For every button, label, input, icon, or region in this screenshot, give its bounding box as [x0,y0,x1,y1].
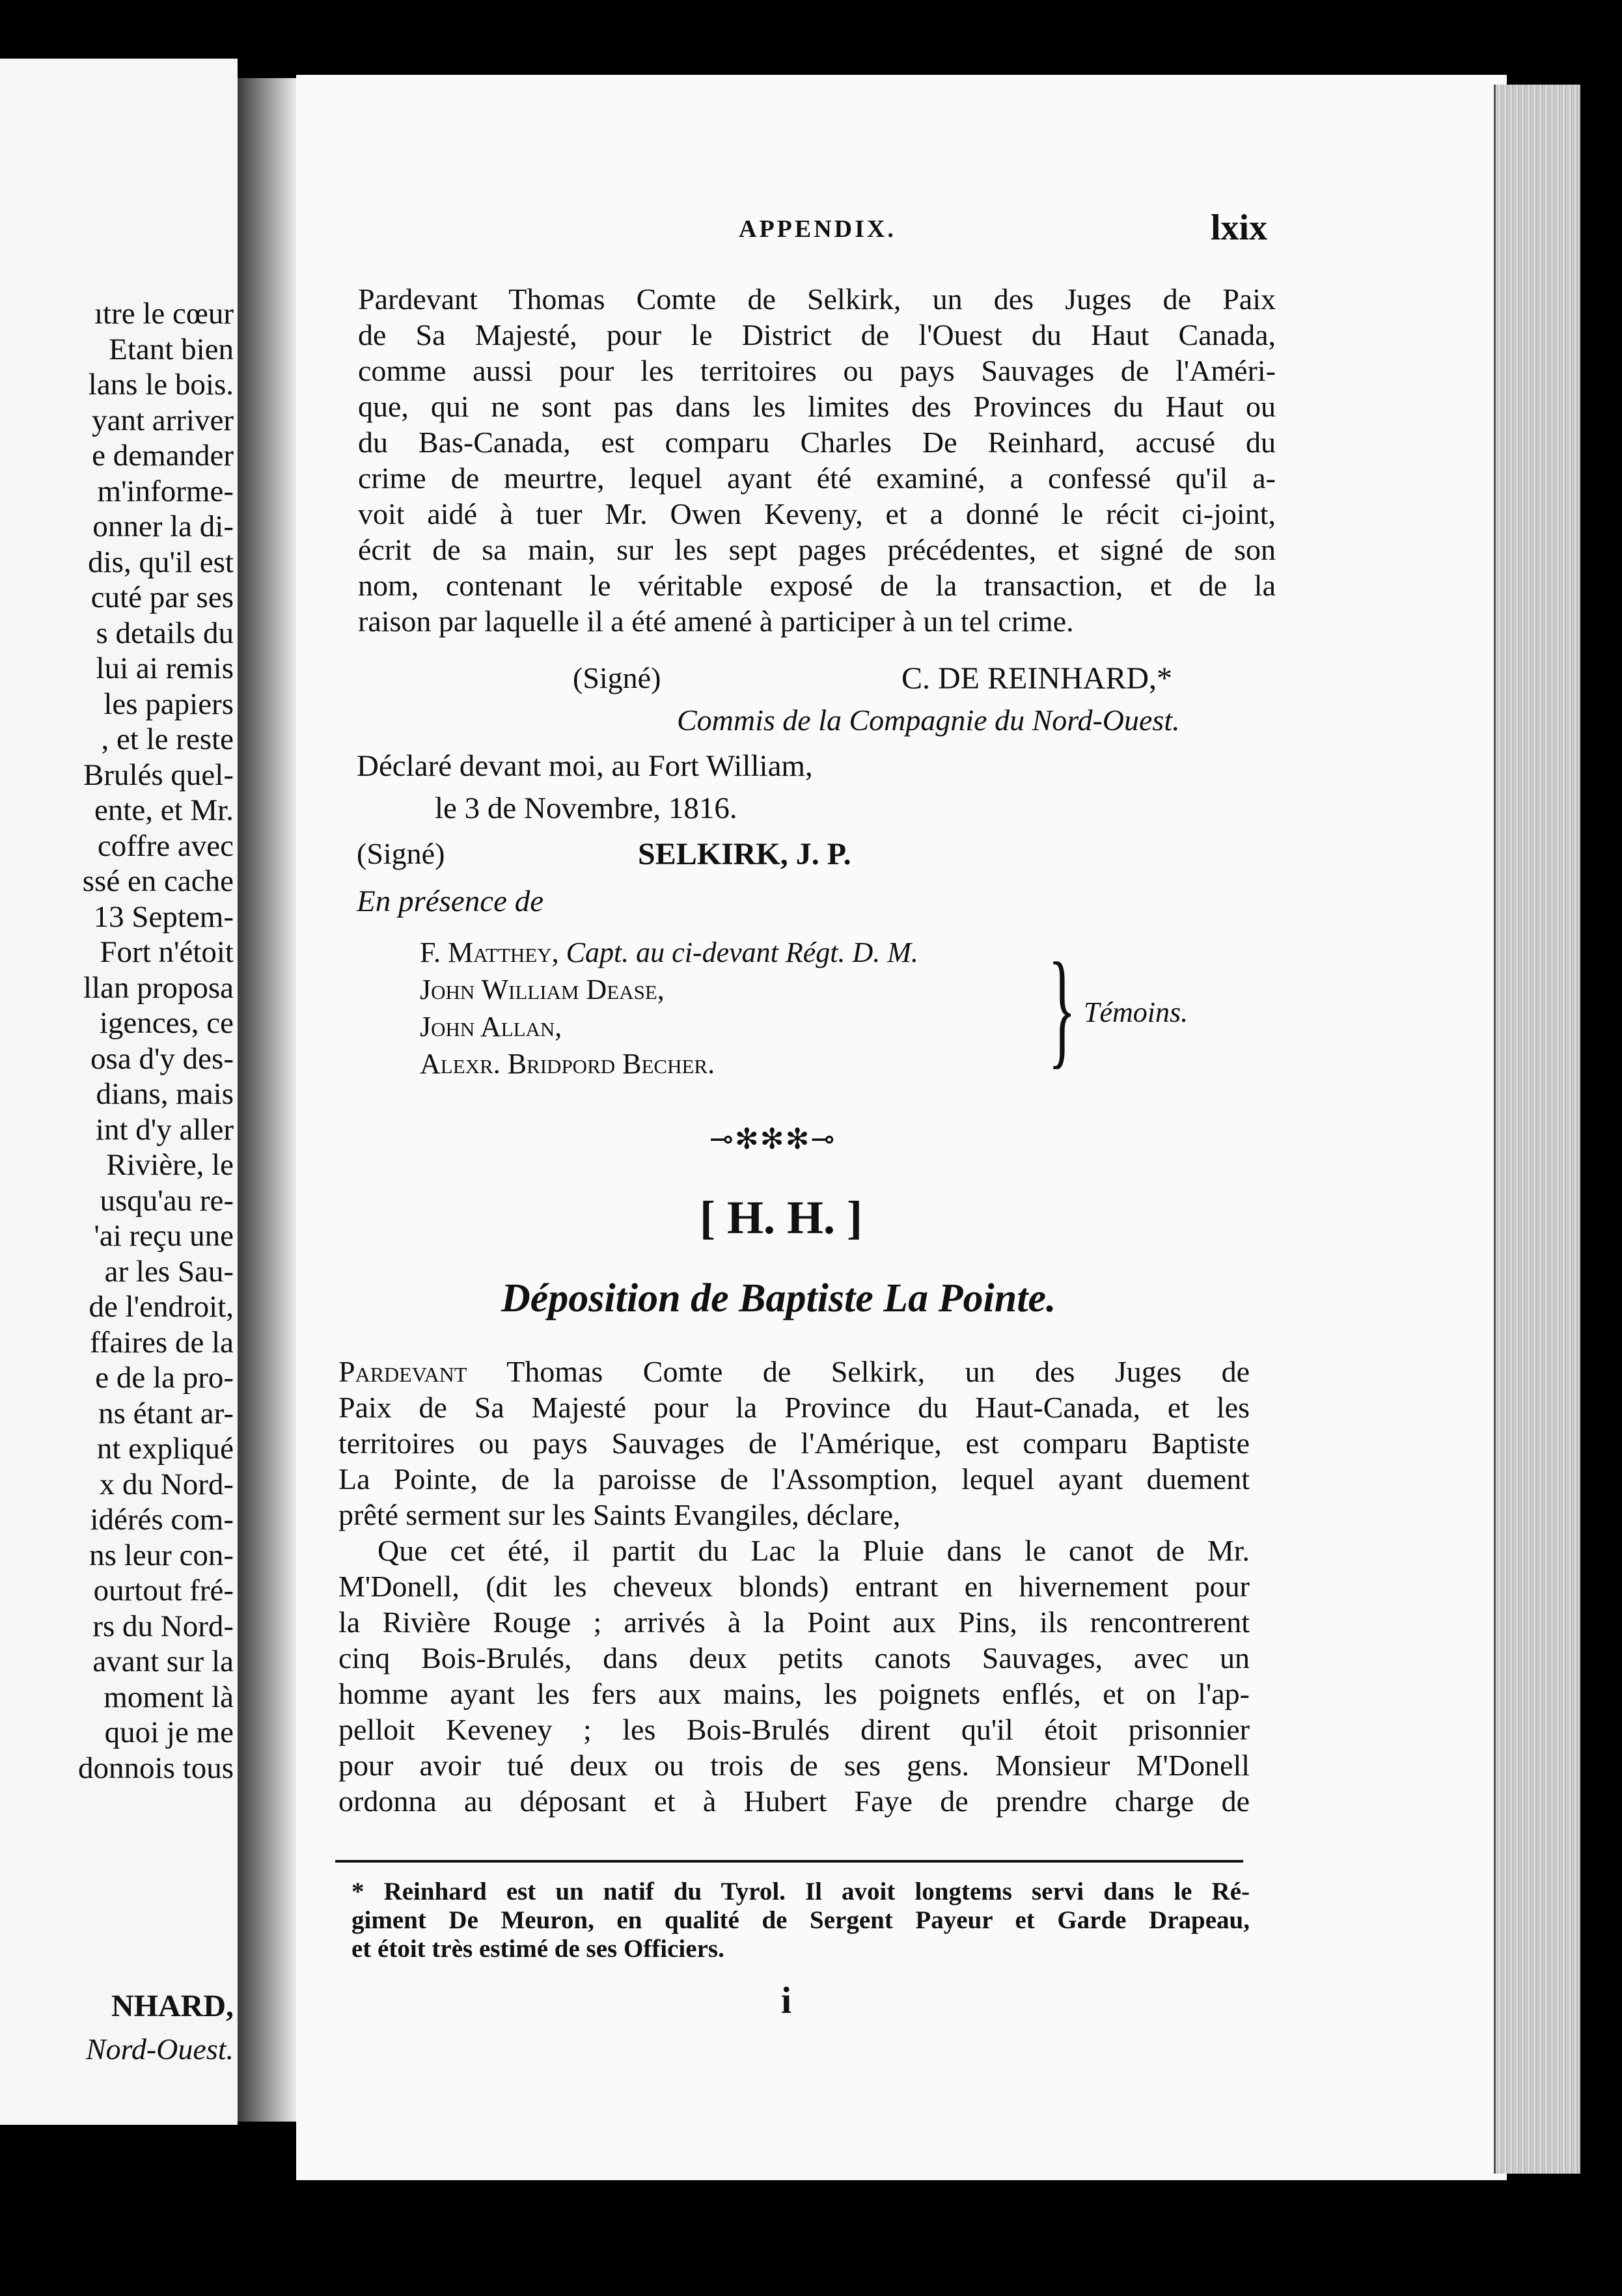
paragraph-line: nom, contenant le véritable exposé de la transaction, et de la [358,569,1276,602]
paragraph-line: raison par laquelle il a été amené à participer à un tel crime. [358,605,1074,638]
facing-signature-title: Nord-Ouest. [85,2032,234,2066]
footnote [351,1878,1250,1963]
facing-page-line: yant arriver [92,403,234,437]
ornament-divider: ⊸✻✻✻⊸ [709,1123,836,1155]
witness-row [420,934,918,971]
facing-page-line: moment là [103,1680,234,1714]
paragraph-line: homme ayant les fers aux mains, les poignets enflés, et on l'ap- [338,1677,1250,1710]
signe-label-1: (Signé) [573,661,661,694]
facing-page-line: ffaires de la [90,1325,234,1360]
facing-page-line: quoi je me [104,1715,234,1749]
witness-label: Témoins. [1084,996,1189,1028]
witness-name: John Allan, [420,1011,562,1043]
witness-row [420,1008,918,1045]
paragraph-line: Pardevant Thomas Comte de Selkirk, un des Juges de Paix [358,282,1276,316]
paragraph-line: * Reinhard est un natif du Tyrol. Il avoit longtems servi dans le Ré- [351,1878,1250,1906]
paragraph-line: Que cet été, il partit du Lac la Pluie dans le canot de Mr. [378,1534,1250,1567]
facing-page-line: ıtre le cœur [94,297,234,331]
facing-page-line: osa d'y des- [90,1041,234,1076]
small-caps-lead: Pardevant [338,1355,467,1388]
facing-page-line: dians, mais [96,1077,234,1111]
facing-page-line: lui ai remis [96,651,234,685]
facing-page-line: x du Nord- [99,1467,234,1501]
signe-label-2: (Signé) [357,837,445,870]
facing-signature-name: NHARD, [111,1989,234,2023]
paragraph-line: que, qui ne sont pas dans les limites des Provinces du Haut ou [358,390,1276,423]
facing-page-line: ns étant ar- [98,1396,234,1430]
deposition-title: Déposition de Baptiste La Pointe. [501,1276,1056,1320]
deposition-reinhard-paragraph [358,281,1276,639]
paragraph-line: écrit de sa main, sur les sept pages précédentes, et signé de son [358,533,1276,566]
witness-name: Alexr. Bridpord Becher. [420,1048,715,1080]
facing-page-line: Brulés quel- [83,758,234,792]
paragraph-line: voit aidé à tuer Mr. Owen Keveny, et a donné le récit ci-joint, [358,497,1276,530]
paragraph-line: de Sa Majesté, pour le District de l'Ouest du Haut Canada, [358,318,1276,351]
declaration-line-1: Déclaré devant moi, au Fort William, [357,749,813,783]
facing-page-line: ar les Sau- [104,1254,234,1289]
paragraph-line: giment De Meuron, en qualité de Sergent Payeur et Garde Drapeau, [351,1906,1250,1934]
facing-page-line: Etant bien [109,332,234,366]
witness-list [420,934,918,1082]
facing-page-line: , et le reste [101,722,234,756]
facing-page-line: idérés com- [90,1503,234,1537]
running-head: APPENDIX. [739,215,896,243]
paragraph-line: du Bas-Canada, est comparu Charles De Reinhard, accusé du [358,426,1276,459]
facing-page-line: 'ai reçu une [94,1219,234,1253]
facing-page-line: ns leur con- [89,1538,234,1572]
paragraph-line: ordonna au déposant et à Hubert Faye de prendre charge de [338,1784,1250,1818]
declaration-line-2: le 3 de Novembre, 1816. [435,791,737,825]
facing-page-line: dis, qu'il est [88,545,234,579]
signatory-reinhard-title: Commis de la Compagnie du Nord-Ouest. [677,704,1180,737]
witness-rank: Capt. au ci-devant Régt. D. M. [558,936,918,968]
presence-label: En présence de [357,884,544,918]
paragraph-line: crime de meurtre, lequel ayant été examiné, a confessé qu'il a- [358,461,1276,495]
witness-name: F. Matthey, [420,936,559,968]
paragraph-line: la Rivière Rouge ; arrivés à la Point aux Pins, ils rencontrerent [338,1606,1250,1639]
facing-page-line: int d'y aller [95,1112,234,1147]
signatory-selkirk: SELKIRK, J. P. [638,837,851,871]
paragraph-line: prêté serment sur les Saints Evangiles, déclare, [338,1498,901,1531]
facing-page-line: onner la di- [92,510,234,543]
witness-name: John William Dease, [420,974,665,1005]
signatory-reinhard: C. DE REINHARD,* [901,661,1172,696]
facing-page-line: donnois tous [78,1751,234,1785]
witness-row [420,971,918,1008]
paragraph-line: comme aussi pour les territoires ou pays Sauvages de l'Améri- [358,354,1276,387]
paragraph-line: cinq Bois-Brulés, dans deux petits canots Sauvages, avec un [338,1641,1250,1674]
facing-page-line: rs du Nord- [92,1609,234,1643]
facing-page-line: Rivière, le [106,1148,234,1182]
facing-page-line: Fort n'étoit [100,935,234,969]
paragraph-line [338,1354,1250,1389]
witness-row [420,1045,918,1082]
page-number: lxix [1211,208,1268,248]
paragraph-line: M'Donell, (dit les cheveux blonds) entrant en hivernement pour [338,1570,1250,1603]
facing-page-line: lans le bois. [88,368,234,402]
paragraph-line: et étoit très estimé de ses Officiers. [351,1935,724,1963]
facing-page-line: m'informe- [97,474,234,508]
facing-page-line: ente, et Mr. [94,793,234,827]
facing-page-line: de l'endroit, [89,1290,234,1324]
paragraph-line: pelloit Keveney ; les Bois-Brulés dirent qu'il étoit prisonnier [338,1713,1250,1746]
signature-mark: i [781,1979,792,2021]
section-mark: [ H. H. ] [700,1192,862,1244]
facing-page-line: e de la pro- [95,1361,234,1395]
paragraph-line: Paix de Sa Majesté pour la Province du Haut-Canada, et les [338,1391,1250,1424]
paragraph-line: pour avoir tué deux ou trois de ses gens. Monsieur M'Donell [338,1749,1250,1782]
facing-page-line: s details du [96,616,234,650]
paragraph-line: La Pointe, de la paroisse de l'Assomption, lequel ayant duement [338,1462,1250,1496]
footnote-rule [335,1860,1243,1863]
facing-page-line: les papiers [103,687,234,721]
facing-page-line: usqu'au re- [100,1183,234,1218]
facing-page-line: nt expliqué [96,1432,234,1466]
facing-page-line: cuté par ses [90,581,234,614]
first-line-rest: Thomas Comte de Selkirk, un des Juges de [467,1355,1250,1388]
facing-page-line: 13 Septem- [93,899,234,934]
facing-page-line: coffre avec [97,828,234,863]
facing-page-line: avant sur la [92,1645,234,1678]
paragraph-line: territoires ou pays Sauvages de l'Amérique, est comparu Baptiste [338,1427,1250,1460]
deposition-lapointe-paragraph [338,1354,1250,1819]
facing-page-line: e demander [92,439,234,472]
facing-page-line: ourtout fré- [93,1574,234,1607]
facing-page-line: llan proposa [83,970,234,1005]
facing-page-line: ssé en cache [82,864,234,898]
brace-glyph: } [1048,936,1077,1080]
facing-page-line: igences, ce [99,1006,234,1040]
